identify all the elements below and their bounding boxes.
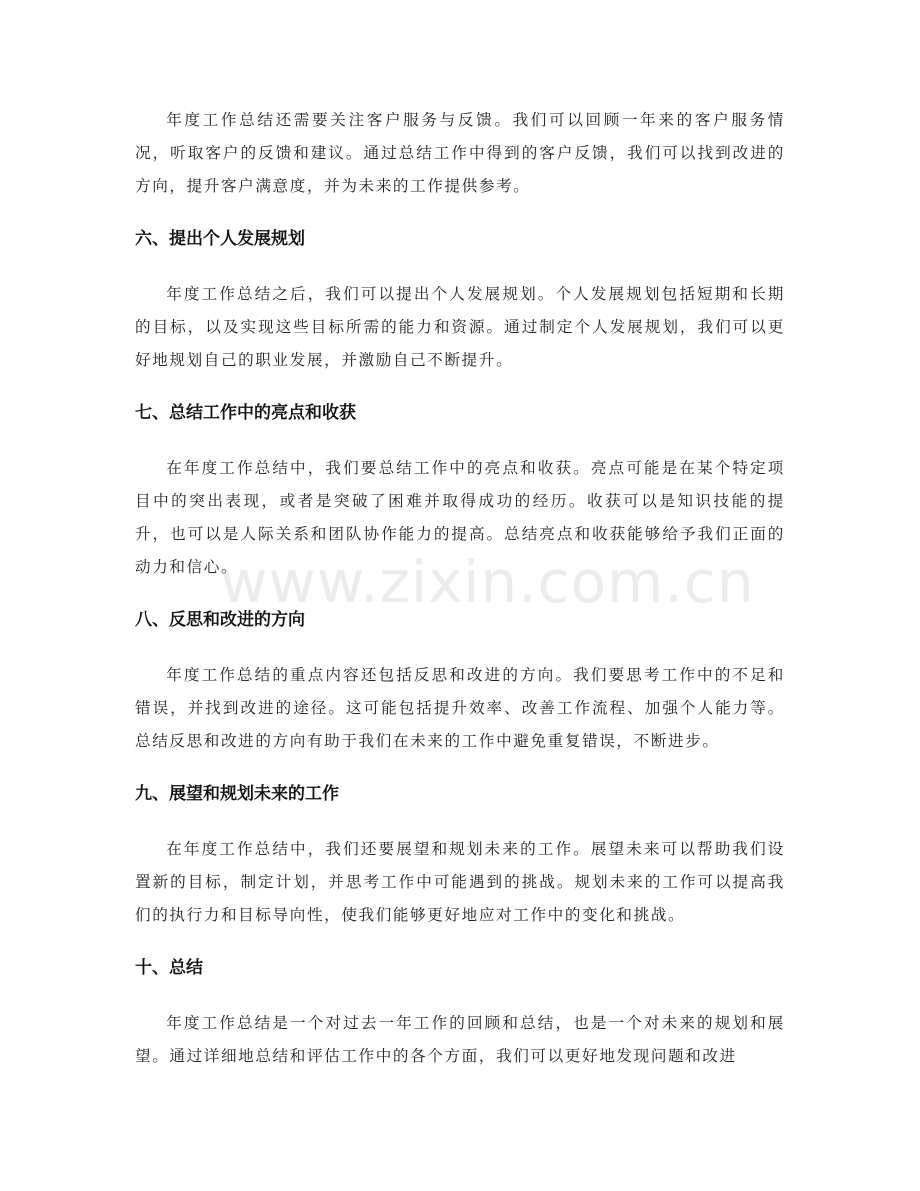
watermark-text: www.zixin.com.cn — [220, 548, 755, 616]
document-body — [135, 104, 785, 1073]
heading-section-9: 九、展望和规划未来的工作 — [135, 784, 339, 804]
paragraph-customer-service: 年度工作总结还需要关注客户服务与反馈。我们可以回顾一年来的客户服务情况，听取客户的反馈和建议。通过总结工作中得到的客户反馈，我们可以找到改进的方向，提升客户满意度，并为未来的工作提供参考。 — [135, 111, 785, 195]
paragraph-section-7: 在年度工作总结中，我们要总结工作中的亮点和收获。亮点可能是在某个特定项目中的突出表现，或者是突破了困难并取得成功的经历。收获可以是知识技能的提升，也可以是人际关系和团队协作能力的提高。总结亮点和收获能够给予我们正面的动力和信心。 — [135, 459, 785, 576]
heading-section-8: 八、反思和改进的方向 — [135, 610, 305, 630]
heading-section-7: 七、总结工作中的亮点和收获 — [135, 403, 356, 423]
heading-section-10: 十、总结 — [135, 958, 203, 978]
paragraph-section-10: 年度工作总结是一个对过去一年工作的回顾和总结，也是一个对未来的规划和展望。通过详细地总结和评估工作中的各个方面，我们可以更好地发现问题和改进 — [135, 1014, 785, 1065]
paragraph-section-8: 年度工作总结的重点内容还包括反思和改进的方向。我们要思考工作中的不足和错误，并找到改进的途径。这可能包括提升效率、改善工作流程、加强个人能力等。总结反思和改进的方向有助于我们在未来的工作中避免重复错误，不断进步。 — [135, 666, 785, 750]
heading-section-6: 六、提出个人发展规划 — [135, 229, 305, 249]
paragraph-section-6: 年度工作总结之后，我们可以提出个人发展规划。个人发展规划包括短期和长期的目标，以及实现这些目标所需的能力和资源。通过制定个人发展规划，我们可以更好地规划自己的职业发展，并激励自己不断提升。 — [135, 285, 785, 369]
paragraph-section-9: 在年度工作总结中，我们还要展望和规划未来的工作。展望未来可以帮助我们设置新的目标，制定计划，并思考工作中可能遇到的挑战。规划未来的工作可以提高我们的执行力和目标导向性，使我们能够更好地应对工作中的变化和挑战。 — [135, 840, 785, 924]
